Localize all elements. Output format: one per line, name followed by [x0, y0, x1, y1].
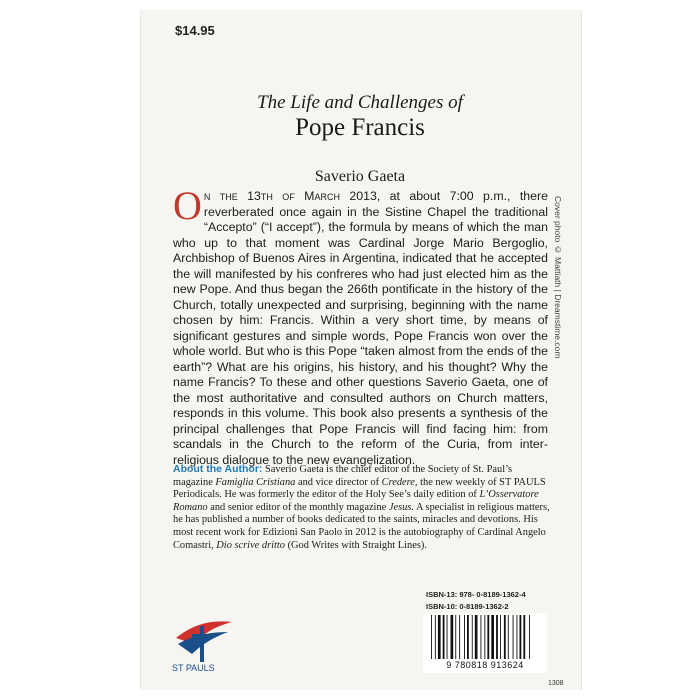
publisher-name: ST PAULS	[172, 663, 215, 673]
about-text: A specialist in religious matters, he has published a number of books dedicated to the saints, miracles and devotions. His most recent work for Edizioni San Paolo in 2012 is the autobiography of Cardinal Angelo Comastri,	[173, 501, 550, 551]
isbn-10: ISBN-10: 0-8189-1362-2	[426, 602, 509, 611]
barcode-bar	[481, 615, 482, 659]
price-code: 1308	[548, 680, 564, 687]
magazine-title: Famiglia Cristiana	[215, 476, 296, 488]
cover-photo-credit: Cover photo © Mattiath | Dreamstime.com	[553, 196, 563, 359]
book-title: Pope Francis	[295, 114, 425, 141]
barcode-bar	[472, 615, 473, 659]
barcode-bar	[496, 615, 498, 659]
barcode-bar	[431, 615, 432, 659]
barcode-bar	[508, 615, 509, 659]
barcode-bar	[447, 615, 448, 659]
about-text: (God Writes with Straight Lines).	[284, 539, 427, 551]
book-subtitle: The Life and Challenges of	[257, 92, 463, 113]
barcode-digits: 9 780818 913624	[446, 660, 524, 670]
about-author-paragraph	[173, 463, 550, 552]
barcode-bar	[520, 615, 522, 659]
price-label: $14.95	[175, 23, 215, 38]
barcode-bar	[517, 615, 518, 659]
barcode-bar	[475, 615, 478, 659]
barcode-bar	[484, 615, 485, 659]
barcode-bar	[435, 615, 436, 659]
about-text: the new weekly of ST PAULS Periodicals. He was formerly the editor of the Holy See’s daily edition of	[173, 476, 546, 501]
about-text: and vice director of	[295, 476, 382, 488]
magazine-title: L’Osservatore Romano	[173, 489, 539, 513]
barcode-bar	[443, 615, 445, 659]
blurb-paragraph	[173, 183, 548, 468]
book-author: Saverio Gaeta	[314, 168, 406, 185]
barcode-bar	[513, 615, 514, 659]
barcode-bar	[438, 615, 441, 659]
barcode-bar	[464, 615, 465, 659]
magazine-title: Credere,	[381, 476, 418, 488]
drop-cap: O	[173, 183, 202, 228]
barcode-bar	[455, 615, 456, 659]
about-text: and senior editor of the monthly magazine	[207, 501, 389, 513]
magazine-title: Jesus.	[388, 501, 414, 513]
blurb-lead: n the 13th of March	[203, 189, 340, 203]
st-pauls-logo-icon	[170, 610, 240, 670]
barcode-bar	[451, 615, 454, 659]
barcode-bar	[529, 615, 530, 659]
about-author-label: About the Author:	[173, 463, 263, 475]
barcode-bar	[467, 615, 469, 659]
barcode-bar	[491, 615, 494, 659]
blurb-text: 2013, at about 7:00 p.m., there reverberated once again in the Sistine Chapel the traditional “Accepto” (“I accept”), the formula by means of which the man who up to that moment was Cardinal Jorge Mario Bergoglio, Archbishop of Buenos Aires in Argentina, indicated that he accepted the will manifested by his confreres who had just elected him as the new Pope. And thus began the 266th pontificate in the history of the Church, totally unexpected and surprising, beginning with the name chosen by him: Francis. Within a very short time, by means of significant gestures and simple words, Pope Francis won over the whole world. But who is this Pope “taken almost from the ends of the earth”? What are his origins, his history, and his thought? Why the name Francis? To these and other questions Saverio Gaeta, one of the most authoritative and consulted authors on Church matters, responds in this volume. This book also presents a synthesis of the principal challenges that Pope Francis will find facing him: from scandals in the Church to the reform of the Curia, from inter-religious dialogue to the new evangelization.	[173, 189, 548, 467]
barcode-bars	[425, 615, 545, 660]
barcode	[423, 613, 547, 673]
isbn-13: ISBN-13: 978- 0-8189-1362-4	[426, 590, 526, 599]
barcode-bar	[504, 615, 506, 659]
barcode-bar	[500, 615, 501, 659]
book-reference: Dio scrive dritto	[216, 539, 285, 551]
about-text: Saverio Gaeta is the chief editor of the Society of St. Paul’s magazine	[173, 464, 513, 488]
barcode-bar	[487, 615, 489, 659]
barcode-bar	[459, 615, 460, 659]
barcode-bar	[523, 615, 525, 659]
